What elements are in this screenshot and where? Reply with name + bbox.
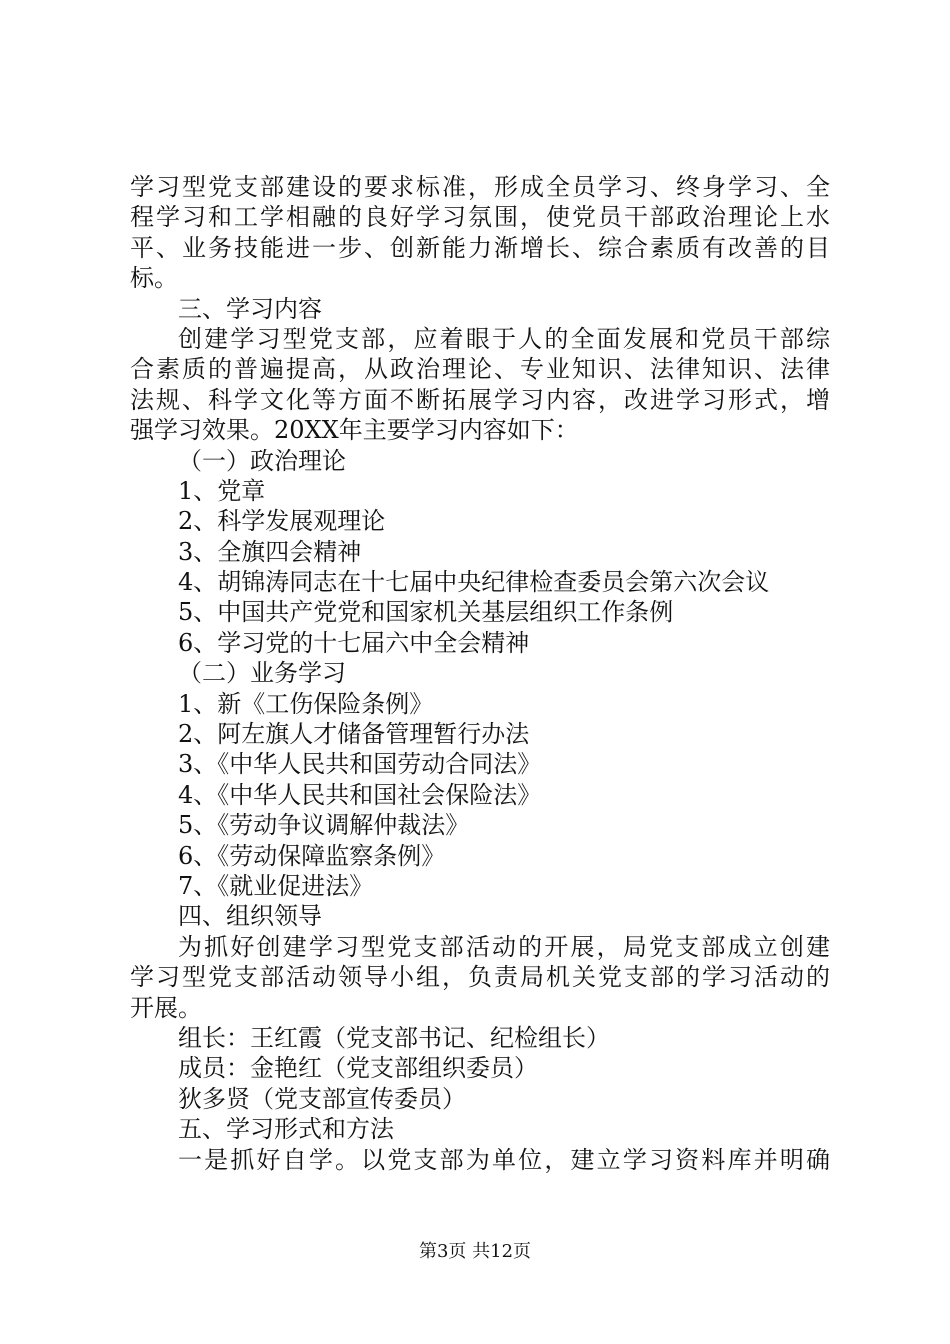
text-line: 一是抓好自学。以党支部为单位，建立学习资料库并明确 bbox=[178, 1145, 830, 1174]
member-line: 狄多贤（党支部宣传委员） bbox=[178, 1084, 466, 1113]
text-line: 创建学习型党支部，应着眼于人的全面发展和党员干部综 bbox=[178, 324, 830, 353]
text-line: 平、业务技能进一步、创新能力渐增长、综合素质有改善的目 bbox=[130, 233, 830, 262]
section-heading: 四、组织领导 bbox=[178, 902, 322, 931]
list-item: 3、《中华人民共和国劳动合同法》 bbox=[178, 750, 542, 779]
text-line: 程学习和工学相融的良好学习氛围，使党员干部政治理论上水 bbox=[130, 203, 830, 232]
text-line: 合素质的普遍提高，从政治理论、专业知识、法律知识、法律 bbox=[130, 355, 830, 384]
list-item: 1、党章 bbox=[178, 476, 266, 505]
text-line: 学习型党支部建设的要求标准，形成全员学习、终身学习、全 bbox=[130, 173, 830, 201]
text-line: 强学习效果。20XX年主要学习内容如下： bbox=[130, 416, 579, 445]
subsection-heading: （二）业务学习 bbox=[178, 659, 346, 688]
list-item: 2、阿左旗人才储备管理暂行办法 bbox=[178, 720, 530, 749]
list-item: 6、《劳动保障监察条例》 bbox=[178, 841, 446, 870]
list-item: 4、胡锦涛同志在十七届中央纪律检查委员会第六次会议 bbox=[178, 568, 770, 597]
subsection-heading: （一）政治理论 bbox=[178, 446, 346, 475]
list-item: 1、新《工伤保险条例》 bbox=[178, 689, 434, 718]
list-item: 3、全旗四会精神 bbox=[178, 537, 362, 566]
section-heading: 三、学习内容 bbox=[178, 294, 322, 323]
list-item: 2、科学发展观理论 bbox=[178, 507, 386, 536]
page-footer: 第3页 共12页 bbox=[418, 1241, 532, 1262]
list-item: 7、《就业促进法》 bbox=[178, 871, 374, 900]
text-line: 开展。 bbox=[130, 993, 202, 1022]
text-line: 为抓好创建学习型党支部活动的开展，局党支部成立创建 bbox=[178, 932, 830, 961]
section-heading: 五、学习形式和方法 bbox=[178, 1115, 394, 1144]
document-body bbox=[130, 172, 830, 1175]
text-line: 标。 bbox=[130, 264, 178, 293]
text-line: 学习型党支部活动领导小组，负责局机关党支部的学习活动的 bbox=[130, 963, 830, 992]
list-item: 6、学习党的十七届六中全会精神 bbox=[178, 628, 530, 657]
list-item: 5、中国共产党党和国家机关基层组织工作条例 bbox=[178, 598, 674, 627]
list-item: 5、《劳动争议调解仲裁法》 bbox=[178, 811, 470, 840]
text-line: 法规、科学文化等方面不断拓展学习内容，改进学习形式，增 bbox=[130, 385, 830, 414]
member-line: 成员：金艳红（党支部组织委员） bbox=[178, 1054, 538, 1083]
list-item: 4、《中华人民共和国社会保险法》 bbox=[178, 780, 542, 809]
member-line: 组长：王红霞（党支部书记、纪检组长） bbox=[178, 1023, 610, 1052]
